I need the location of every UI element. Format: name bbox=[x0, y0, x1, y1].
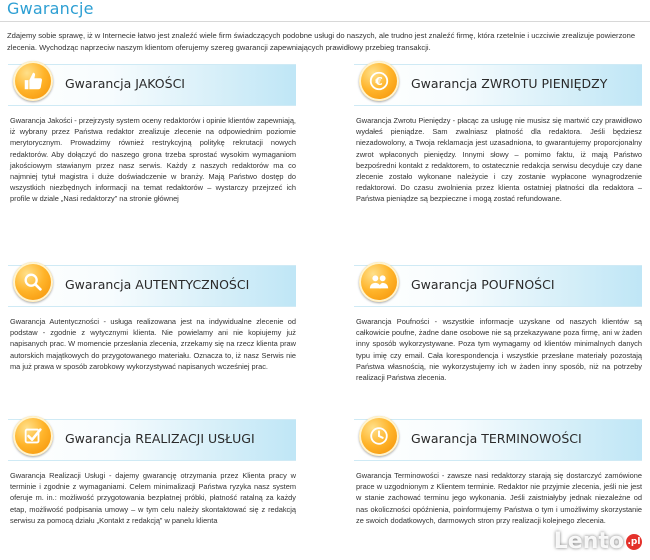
euro-coin-icon bbox=[359, 61, 399, 101]
card-title: Gwarancja POUFNOŚCI bbox=[411, 277, 555, 292]
card-banner bbox=[354, 64, 642, 106]
card-description: Gwarancja Jakości - przejrzysty system oceny redaktorów i opinie klientów zapewniają, iż wybrany przez Państwa redaktor zrealizuje zlecenie na odpowiednim poziomie merytorycznym. Prowadzimy również restrykcyjną politykę rekrutacji nowych redaktorów. Aby dołączyć do naszego grona trzeba sprostać wysokim wymaganiom jakościowym stawianym przez nasz serwis. Każdy z naszych redaktorów ma co najmniej tytuł magistra i duże doświadczenie w branży. Mają Państwo dostęp do wszystkich niezbędnych informacji na temat redaktorów – wystarczy przejrzeć ich profile w dziale „Nasi redaktorzy” na stronie głównej bbox=[10, 116, 296, 204]
checkbox-icon bbox=[13, 416, 53, 456]
card-banner bbox=[354, 265, 642, 307]
guarantee-card-confidentiality bbox=[354, 265, 642, 383]
watermark-text: Lento bbox=[553, 529, 624, 554]
card-banner bbox=[354, 419, 642, 461]
card-description: Gwarancja Terminowości - zawsze nasi redaktorzy starają się dostarczyć zamówione prace w uzgodnionym z Klientem terminie. Redaktor nie przyjmie zlecenia, jeśli nie jest w stanie zachować terminu jego wykonania. Jeśli zaistniałyby jednak niezależne od nas okoliczności opóźnienia, poinformujemy Państwa o tym i umożliwimy skorzystanie ze swoich dodatkowych, darmowych stron przy realizacji kolejnego zlecenia. bbox=[356, 471, 642, 525]
guarantee-card-refund bbox=[354, 64, 642, 205]
magnifier-icon bbox=[13, 262, 53, 302]
card-banner bbox=[8, 419, 296, 461]
card-title: Gwarancja REALIZACJI USŁUGI bbox=[65, 431, 255, 446]
guarantee-card-authenticity bbox=[8, 265, 296, 372]
card-title: Gwarancja JAKOŚCI bbox=[65, 76, 185, 91]
thumbs-up-icon bbox=[13, 61, 53, 101]
card-description: Gwarancja Autentyczności - usługa realizowana jest na indywidualne zlecenie od podstaw - zgodnie z wytycznymi klienta. Nie powielamy ani nie kopiujemy już napisanych prac. W momencie przesłania zlecenia, zrzekamy się na rzecz klienta praw autorskich majątkowych do przygotowanego materiału. Oznacza to, iż nasz Serwis nie ma już prawa w sposób zarobkowy wykorzystywać napisanych wcześniej prac. bbox=[10, 317, 296, 371]
guarantee-card-timeliness bbox=[354, 419, 642, 526]
card-banner bbox=[8, 265, 296, 307]
card-title: Gwarancja AUTENTYCZNOŚCI bbox=[65, 277, 250, 292]
lento-watermark-logo bbox=[554, 529, 642, 554]
watermark-suffix: .pl bbox=[626, 534, 642, 550]
card-title: Gwarancja ZWROTU PIENIĘDZY bbox=[411, 76, 608, 91]
intro-paragraph: Zdajemy sobie sprawę, iż w Internecie łatwo jest znaleźć wiele firm świadczących podobne usługi do naszych, ale trudno jest znaleźć firmę, która rzetelnie i uczciwie zrealizuje powierzone zlecenia. Wychodząc naprzeciw naszym klientom oferujemy szereg gwarancji zapewniających prawidłowy przebieg transakcji. bbox=[7, 31, 636, 52]
title-divider bbox=[0, 21, 650, 22]
guarantee-card-quality bbox=[8, 64, 296, 205]
card-description: Gwarancja Poufności - wszystkie informacje uzyskane od naszych klientów są całkowicie poufne, żadne dane osobowe nie są przekazywane poza firmę, ani w żaden inny sposób wykorzystywane. Poza tym wymagamy od klientów minimalnych danych typu imię czy email. Cała korespondencja i wszystkie przesłane materiały pozostają Państwa własnością, nie wykorzystujemy ich w żaden inny sposób, niż na potrzeby realizacji Państwa zlecenia. bbox=[356, 317, 642, 383]
card-title: Gwarancja TERMINOWOŚCI bbox=[411, 431, 582, 446]
users-icon bbox=[359, 262, 399, 302]
page-title: Gwarancje bbox=[7, 0, 94, 18]
svg-text:€: € bbox=[375, 75, 383, 89]
clock-icon bbox=[359, 416, 399, 456]
guarantee-card-service bbox=[8, 419, 296, 526]
card-description: Gwarancja Zwrotu Pieniędzy - płacąc za usługę nie musisz się martwić czy prawidłowo wydałeś pieniądze. Sam zwalniasz płatność dla redaktora. Jeśli będziesz niezadowolony, a Twoja reklamacja jest uzasadniona, to gwarantujemy proporcjonalny zwrot wpłaconych pieniędzy. Innymi słowy – pomimo faktu, iż mają Państwo bezpośredni kontakt z redaktorem, to ostatecznie redakcja serwisu decyduje czy dane zlecenie zostało wykonane należycie i czy zostanie wypłacone wynagrodzenie redaktorowi. Do czasu zwolnienia przez klienta ostatniej płatności dla redaktora – Państwa pieniądze są bezpieczne i mogą zostać refundowane. bbox=[356, 116, 642, 204]
card-description: Gwarancja Realizacji Usługi - dajemy gwarancję otrzymania przez Klienta pracy w terminie i zgodnie z wymaganiami. Celem minimalizacji Państwa ryzyka nasz system oferuje m. in.: możliwość przygotowania bezpłatnej próbki, płatność ratalną za każdy etap, możliwość podpisania umowy – w tym celu należy skontaktować się z redakcją serwisu za pomocą działu „Kontakt z redakcją” w panelu klienta bbox=[10, 471, 296, 525]
card-banner bbox=[8, 64, 296, 106]
